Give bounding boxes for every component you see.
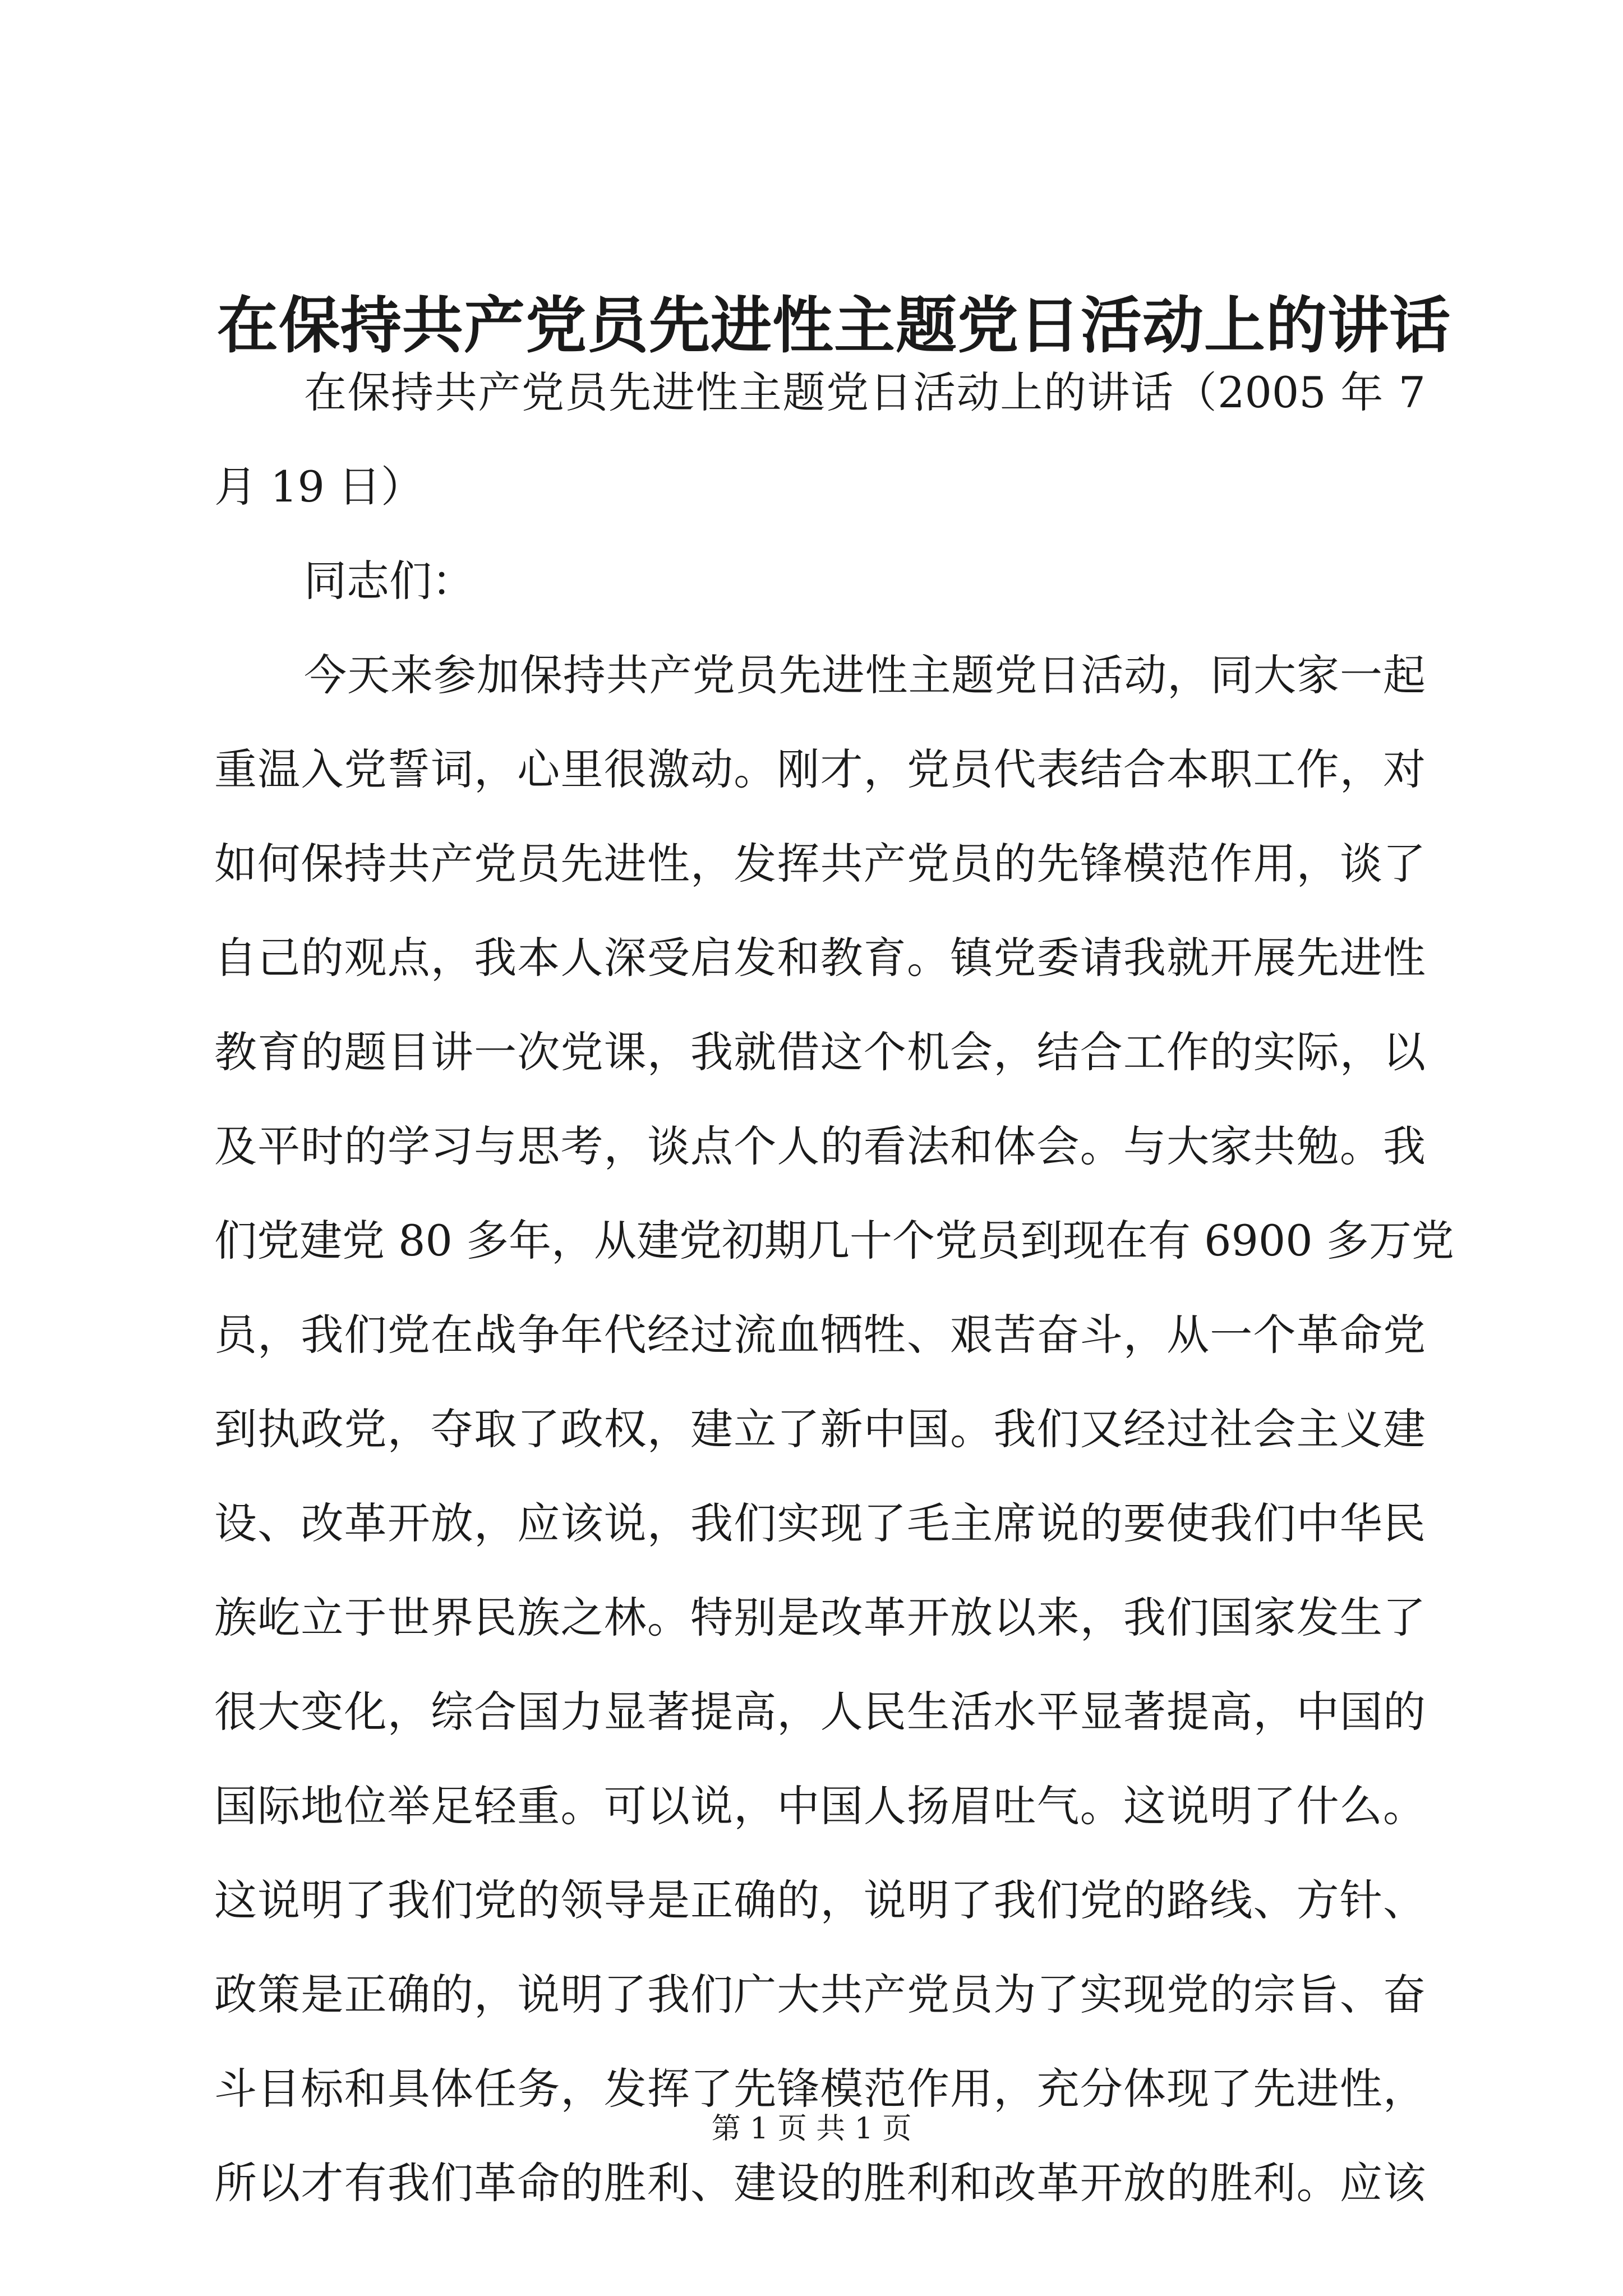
body-line: 所以才有我们革命的胜利、建设的胜利和改革开放的胜利。应该 xyxy=(214,2158,1426,2208)
body-line: 教育的题目讲一次党课，我就借这个机会，结合工作的实际，以 xyxy=(214,1027,1426,1077)
body-line: 国际地位举足轻重。可以说，中国人扬眉吐气。这说明了什么。 xyxy=(214,1781,1426,1831)
body-line: 到执政党，夺取了政权，建立了新中国。我们又经过社会主义建 xyxy=(214,1404,1426,1454)
body-line: 员，我们党在战争年代经过流血牺牲、艰苦奋斗，从一个革命党 xyxy=(214,1310,1426,1360)
page-footer: 第 1 页 共 1 页 xyxy=(711,2112,912,2146)
document-title: 在保持共产党员先进性主题党日活动上的讲话 xyxy=(217,289,1451,361)
body-line: 这说明了我们党的领导是正确的，说明了我们党的路线、方针、 xyxy=(214,1875,1426,1925)
body-line: 族屹立于世界民族之林。特别是改革开放以来，我们国家发生了 xyxy=(214,1593,1426,1642)
subtitle-line-1: 在保持共产党员先进性主题党日活动上的讲话（2005 年 7 xyxy=(304,367,1426,417)
subtitle-line-2: 月 19 日） xyxy=(214,462,424,512)
body-line: 斗目标和具体任务，发挥了先锋模范作用，充分体现了先进性， xyxy=(214,2064,1426,2114)
body-line: 很大变化，综合国力显著提高，人民生活水平显著提高，中国的 xyxy=(214,1687,1426,1737)
body-line: 政策是正确的，说明了我们广大共产党员为了实现党的宗旨、奋 xyxy=(214,1970,1426,2019)
salutation: 同志们： xyxy=(304,556,474,606)
body-line: 们党建党 80 多年，从建党初期几十个党员到现在有 6900 多万党 xyxy=(214,1216,1454,1266)
body-line: 自己的观点，我本人深受启发和教育。镇党委请我就开展先进性 xyxy=(214,933,1426,983)
body-line: 设、改革开放，应该说，我们实现了毛主席说的要使我们中华民 xyxy=(214,1498,1426,1548)
body-line: 今天来参加保持共产党员先进性主题党日活动，同大家一起 xyxy=(304,650,1426,700)
body-line: 重温入党誓词，心里很激动。刚才，党员代表结合本职工作，对 xyxy=(214,744,1426,794)
body-line: 及平时的学习与思考，谈点个人的看法和体会。与大家共勉。我 xyxy=(214,1121,1426,1171)
document-body xyxy=(214,346,1454,2230)
body-line: 如何保持共产党员先进性，发挥共产党员的先锋模范作用，谈了 xyxy=(214,839,1426,889)
